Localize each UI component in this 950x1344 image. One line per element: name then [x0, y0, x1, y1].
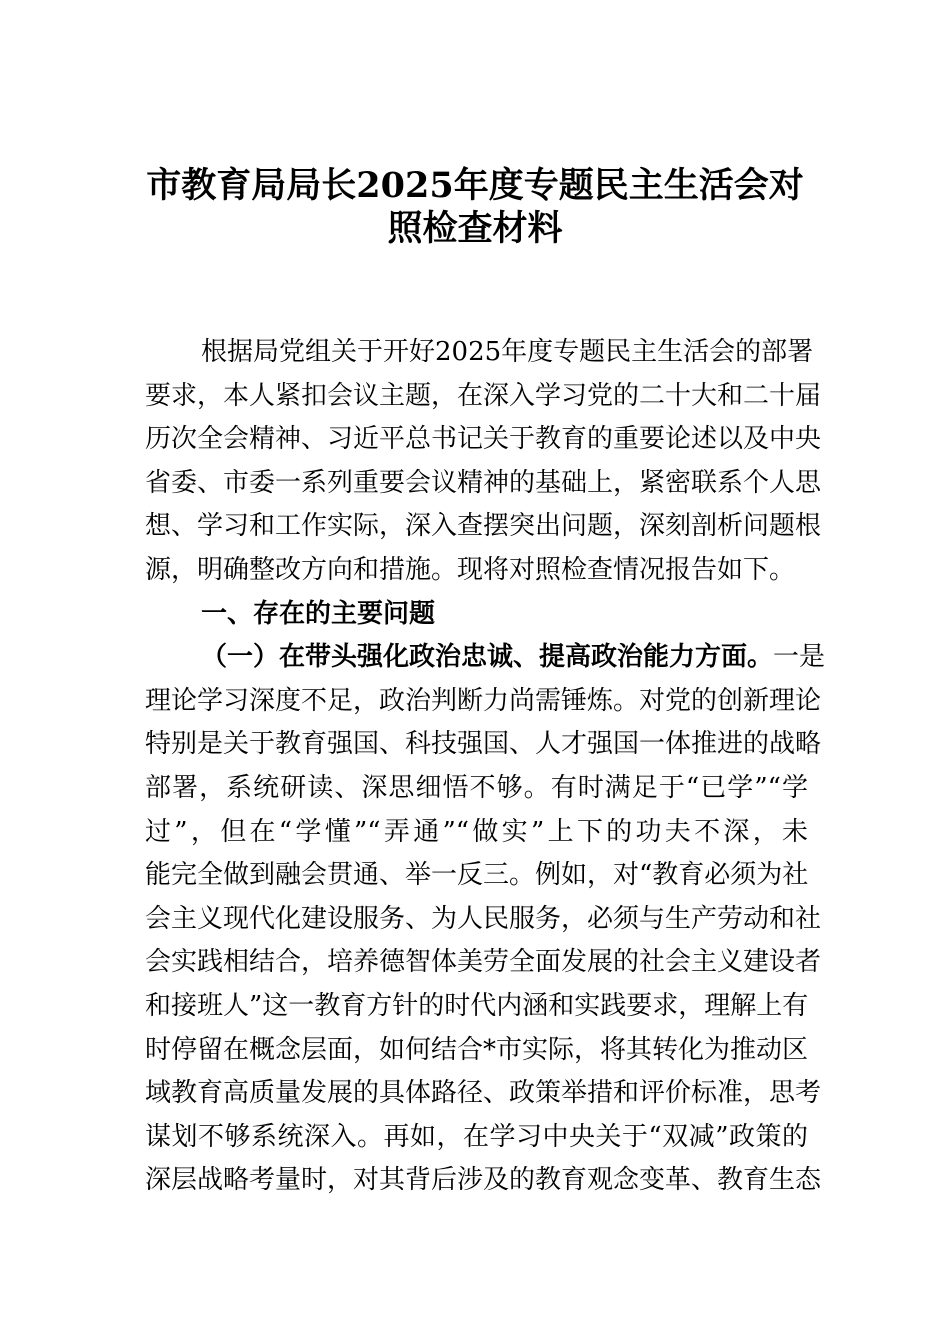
paragraph-line: 理论学习深度不足，政治判断力尚需锤炼。对党的创新理论 [145, 685, 822, 716]
paragraph-line: 和接班人”这一教育方针的时代内涵和实践要求，理解上有 [145, 990, 809, 1021]
paragraph-line: 过”，但在“学懂”“弄通”“做实”上下的功夫不深，未 [145, 816, 808, 847]
paragraph-line: 省委、市委一系列重要会议精神的基础上，紧密联系个人思 [145, 467, 822, 498]
paragraph-line: 会实践相结合，培养德智体美劳全面发展的社会主义建设者 [145, 947, 822, 978]
paragraph-line: 时停留在概念层面，如何结合*市实际，将其转化为推动区 [145, 1034, 809, 1065]
section-heading: 一、存在的主要问题 [201, 598, 436, 629]
paragraph-line: 特别是关于教育强国、科技强国、人才强国一体推进的战略 [145, 729, 822, 760]
paragraph-line: 历次全会精神、习近平总书记关于教育的重要论述以及中央 [145, 424, 822, 455]
document-title-line-1: 市教育局局长2025年度专题民主生活会对 [146, 165, 804, 206]
document-title-line-2: 照检查材料 [387, 208, 563, 249]
paragraph-line [145, 636, 826, 680]
paragraph-line: 要求，本人紧扣会议主题，在深入学习党的二十大和二十届 [145, 380, 822, 411]
paragraph-line: 想、学习和工作实际，深入查摆突出问题，深刻剖析问题根 [145, 511, 822, 542]
subsection-heading: （一）在带头强化政治忠诚、提高政治能力方面。 [201, 642, 774, 673]
paragraph-line: 谋划不够系统深入。再如，在学习中央关于“双减”政策的 [145, 1121, 808, 1152]
paragraph-line: 域教育高质量发展的具体路径、政策举措和评价标准，思考 [145, 1078, 822, 1109]
paragraph-line: 部署，系统研读、深思细悟不够。有时满足于“已学”“学 [145, 772, 808, 803]
paragraph-text: 一是 [773, 642, 826, 673]
paragraph-line: 会主义现代化建设服务、为人民服务，必须与生产劳动和社 [145, 903, 822, 934]
document-body [145, 331, 826, 1203]
paragraph-line: 源，明确整改方向和措施。现将对照检查情况报告如下。 [145, 554, 796, 585]
paragraph-line: 深层战略考量时，对其背后涉及的教育观念变革、教育生态 [145, 1165, 822, 1196]
paragraph-line: 根据局党组关于开好2025年度专题民主生活会的部署 [201, 337, 814, 367]
paragraph-line: 能完全做到融会贯通、举一反三。例如，对“教育必须为社 [145, 860, 809, 891]
